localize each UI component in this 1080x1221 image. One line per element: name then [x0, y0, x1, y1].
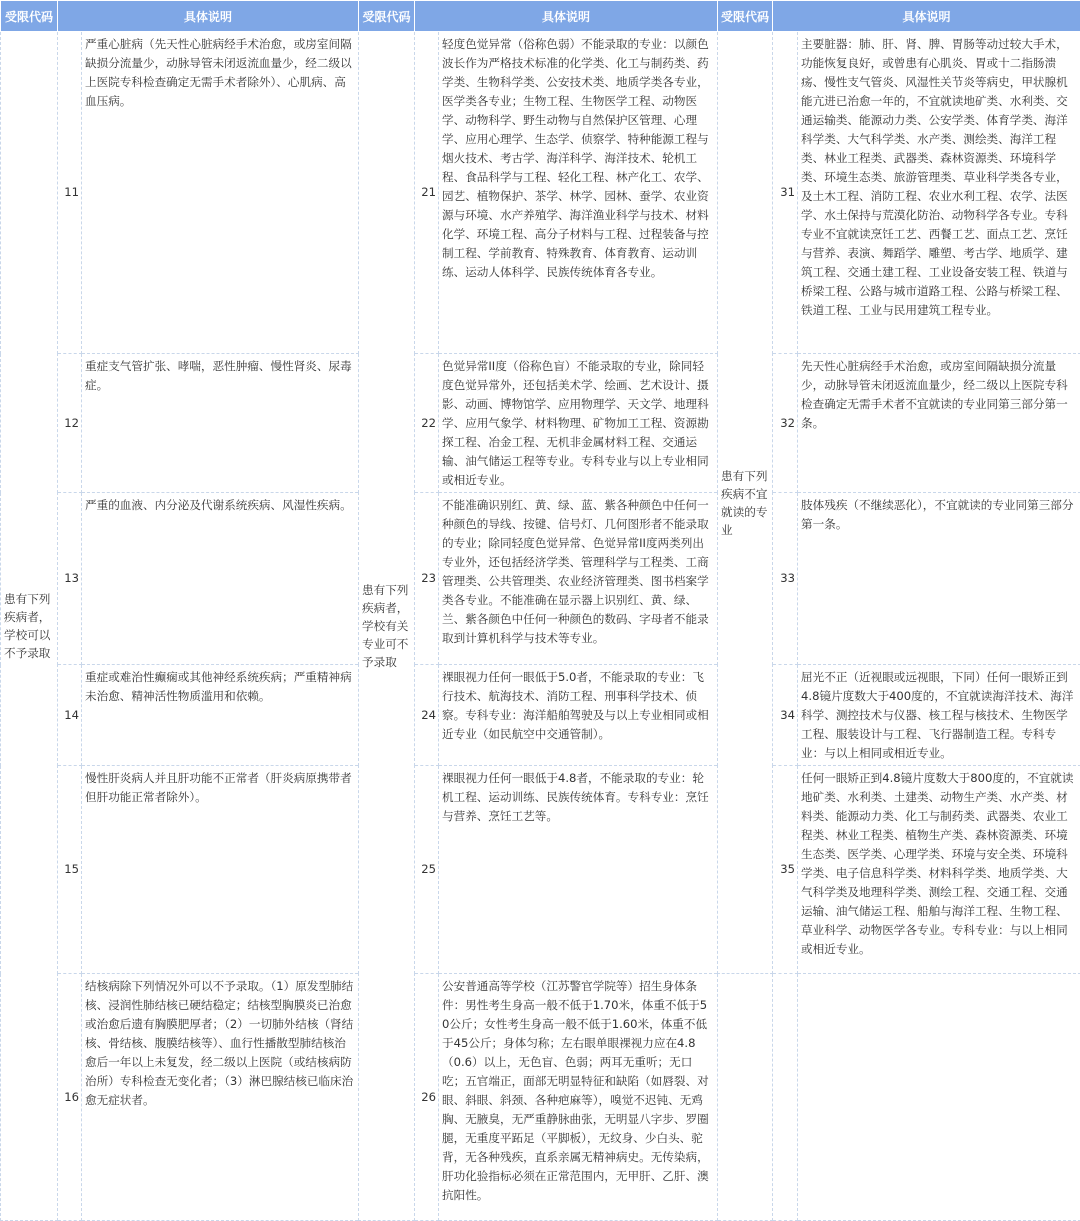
empty-cell [718, 974, 773, 1221]
table-row [1, 493, 1080, 665]
description-cell: 重症支气管扩张、哮喘，恶性肿瘤、慢性肾炎、尿毒症。 [82, 354, 359, 493]
code-cell: 13 [58, 493, 82, 665]
description-cell: 严重的血液、内分泌及代谢系统疾病、风湿性疾病。 [82, 493, 359, 665]
description-cell: 严重心脏病（先天性心脏病经手术治愈，或房室间隔缺损分流量少，动脉导管未闭返流血量少，经二级以上医院专科检查确定无需手术者除外）、心肌病、高血压病。 [82, 32, 359, 354]
description-cell: 屈光不正（近视眼或远视眼，下同）任何一眼矫正到4.8镜片度数大于400度的，不宜就读海洋技术、海洋科学、测控技术与仪器、核工程与核技术、生物医学工程、服装设计与工程、飞行器制造工程。专科专业：与以上相同或相近专业。 [798, 665, 1080, 766]
description-cell: 裸眼视力任何一眼低于5.0者，不能录取的专业：飞行技术、航海技术、消防工程、刑事科学技术、侦察。专科专业：海洋船舶驾驶及与以上专业相同或相近专业（如民航空中交通管制）。 [439, 665, 718, 766]
description-cell: 公安普通高等学校（江苏警官学院等）招生身体条件：男性考生身高一般不低于1.70米，体重不低于50公斤；女性考生身高一般不低于1.60米，体重不低于45公斤；身体匀称；左右眼单眼裸视力应在4.8（0.6）以上，无色盲、色弱；两耳无重听；无口吃；五官端正，面部无明显特征和缺陷（如唇裂、对眼、斜眼、斜颈、各种疤麻等），嗅觉不迟钝、无鸡胸、无腋臭，无严重静脉曲张，无明显八字步、罗圈腿，无重度平跖足（平脚板），无纹身、少白头、驼背，无各种残疾，直系亲属无精神病史。无传染病，肝功化验指标必须在正常范围内，无甲肝、乙肝、澳抗阳性。 [439, 974, 718, 1221]
table-row [1, 354, 1080, 493]
code-cell: 26 [415, 974, 439, 1221]
table-row [1, 766, 1080, 974]
category-cell-3: 患有下列疾病不宜就读的专业 [718, 32, 773, 974]
description-cell: 不能准确识别红、黄、绿、蓝、紫各种颜色中任何一种颜色的导线、按键、信号灯、几何图形者不能录取的专业；除同轻度色觉异常、色觉异常II度两类列出专业外，还包括经济学类、管理科学与工程类、工商管理类、公共管理类、农业经济管理类、图书档案学类各专业。不能准确在显示器上识别红、黄、绿、兰、紫各颜色中任何一种颜色的数码、字母者不能录取到计算机科学与技术等专业。 [439, 493, 718, 665]
table-row [1, 32, 1080, 354]
description-cell: 结核病除下列情况外可以不予录取。（1）原发型肺结核、浸润性肺结核已硬结稳定；结核型胸膜炎已治愈或治愈后遗有胸膜肥厚者；（2）一切肺外结核（肾结核、骨结核、腹膜结核等）、血行性播散型肺结核治愈后一年以上未复发，经二级以上医院（或结核病防治所）专科检查无变化者；（3）淋巴腺结核已临床治愈无症状者。 [82, 974, 359, 1221]
code-cell: 15 [58, 766, 82, 974]
header-code-1: 受限代码 [1, 1, 58, 32]
description-cell: 主要脏器：肺、肝、肾、脾、胃肠等动过较大手术，功能恢复良好，或曾患有心肌炎、胃或十二指肠溃疡、慢性支气管炎、风湿性关节炎等病史，甲状腺机能亢进已治愈一年的，不宜就读地矿类、水利类、交通运输类、能源动力类、公安学类、体育学类、海洋科学类、大气科学类、水产类、测绘类、海洋工程类、林业工程类、武器类、森林资源类、环境科学类、环境生态类、旅游管理类、草业科学类各专业，及土木工程、消防工程、农业水利工程、农学、法医学、水土保持与荒漠化防治、动物科学各专业。专科专业不宜就读烹饪工艺、西餐工艺、面点工艺、烹饪与营养、表演、舞蹈学、雕塑、考古学、地质学、建筑工程、交通土建工程、工业设备安装工程、铁道与桥梁工程、公路与城市道路工程、公路与桥梁工程、铁道工程、工业与民用建筑工程专业。 [798, 32, 1080, 354]
code-cell: 23 [415, 493, 439, 665]
header-desc-1: 具体说明 [58, 1, 359, 32]
code-cell: 32 [773, 354, 798, 493]
code-cell: 11 [58, 32, 82, 354]
description-cell: 重症或难治性癫痫或其他神经系统疾病；严重精神病未治愈、精神活性物质滥用和依赖。 [82, 665, 359, 766]
description-cell: 慢性肝炎病人并且肝功能不正常者（肝炎病原携带者但肝功能正常者除外）。 [82, 766, 359, 974]
header-desc-2: 具体说明 [415, 1, 718, 32]
empty-cell [798, 974, 1080, 1221]
header-desc-3: 具体说明 [773, 1, 1080, 32]
description-cell: 裸眼视力任何一眼低于4.8者，不能录取的专业：轮机工程、运动训练、民族传统体育。专科专业：烹饪与营养、烹饪工艺等。 [439, 766, 718, 974]
category-cell-1: 患有下列疾病者，学校可以不予录取 [1, 32, 58, 1221]
table-row [1, 665, 1080, 766]
code-cell: 14 [58, 665, 82, 766]
code-cell: 22 [415, 354, 439, 493]
header-code-2: 受限代码 [359, 1, 415, 32]
code-cell: 12 [58, 354, 82, 493]
description-cell: 肢体残疾（不继续恶化），不宜就读的专业同第三部分第一条。 [798, 493, 1080, 665]
code-cell: 34 [773, 665, 798, 766]
description-cell: 任何一眼矫正到4.8镜片度数大于800度的，不宜就读地矿类、水利类、土建类、动物生产类、水产类、材料类、能源动力类、化工与制药类、武器类、农业工程类、林业工程类、植物生产类、森林资源类、环境生态类、医学类、心理学类、环境与安全类、环境科学类、电子信息科学类、材料科学类、地质学类、大气科学类及地理科学类、测绘工程、交通工程、交通运输、油气储运工程、船舶与海洋工程、生物工程、草业科学、动物医学各专业。专科专业：与以上相同或相近专业。 [798, 766, 1080, 974]
code-cell: 35 [773, 766, 798, 974]
code-cell: 21 [415, 32, 439, 354]
empty-cell [773, 974, 798, 1221]
description-cell: 轻度色觉异常（俗称色弱）不能录取的专业：以颜色波长作为严格技术标准的化学类、化工与制药类、药学类、生物科学类、公安技术类、地质学类各专业，医学类各专业；生物工程、生物医学工程、动物医学、动物科学、野生动物与自然保护区管理、心理学、应用心理学、生态学、侦察学、特种能源工程与烟火技术、考古学、海洋科学、海洋技术、轮机工程、食品科学与工程、轻化工程、林产化工、农学、园艺、植物保护、茶学、林学、园林、蚕学、农业资源与环境、水产养殖学、海洋渔业科学与技术、材料化学、环境工程、高分子材料与工程、过程装备与控制工程、学前教育、特殊教育、体育教育、运动训练、运动人体科学、民族传统体育各专业。 [439, 32, 718, 354]
description-cell: 先天性心脏病经手术治愈，或房室间隔缺损分流量少，动脉导管未闭返流血量少，经二级以上医院专科检查确定无需手术者不宜就读的专业同第三部分第一条。 [798, 354, 1080, 493]
header-row [1, 1, 1080, 32]
code-cell: 25 [415, 766, 439, 974]
code-cell: 16 [58, 974, 82, 1221]
table-row [1, 974, 1080, 1221]
code-cell: 31 [773, 32, 798, 354]
header-code-3: 受限代码 [718, 1, 773, 32]
code-cell: 33 [773, 493, 798, 665]
description-cell: 色觉异常II度（俗称色盲）不能录取的专业，除同轻度色觉异常外，还包括美术学、绘画、艺术设计、摄影、动画、博物馆学、应用物理学、天文学、地理科学、应用气象学、材料物理、矿物加工工程、资源勘探工程、冶金工程、无机非金属材料工程、交通运输、油气储运工程等专业。专科专业与以上专业相同或相近专业。 [439, 354, 718, 493]
code-cell: 24 [415, 665, 439, 766]
category-cell-2: 患有下列疾病者，学校有关专业可不予录取 [359, 32, 415, 1221]
